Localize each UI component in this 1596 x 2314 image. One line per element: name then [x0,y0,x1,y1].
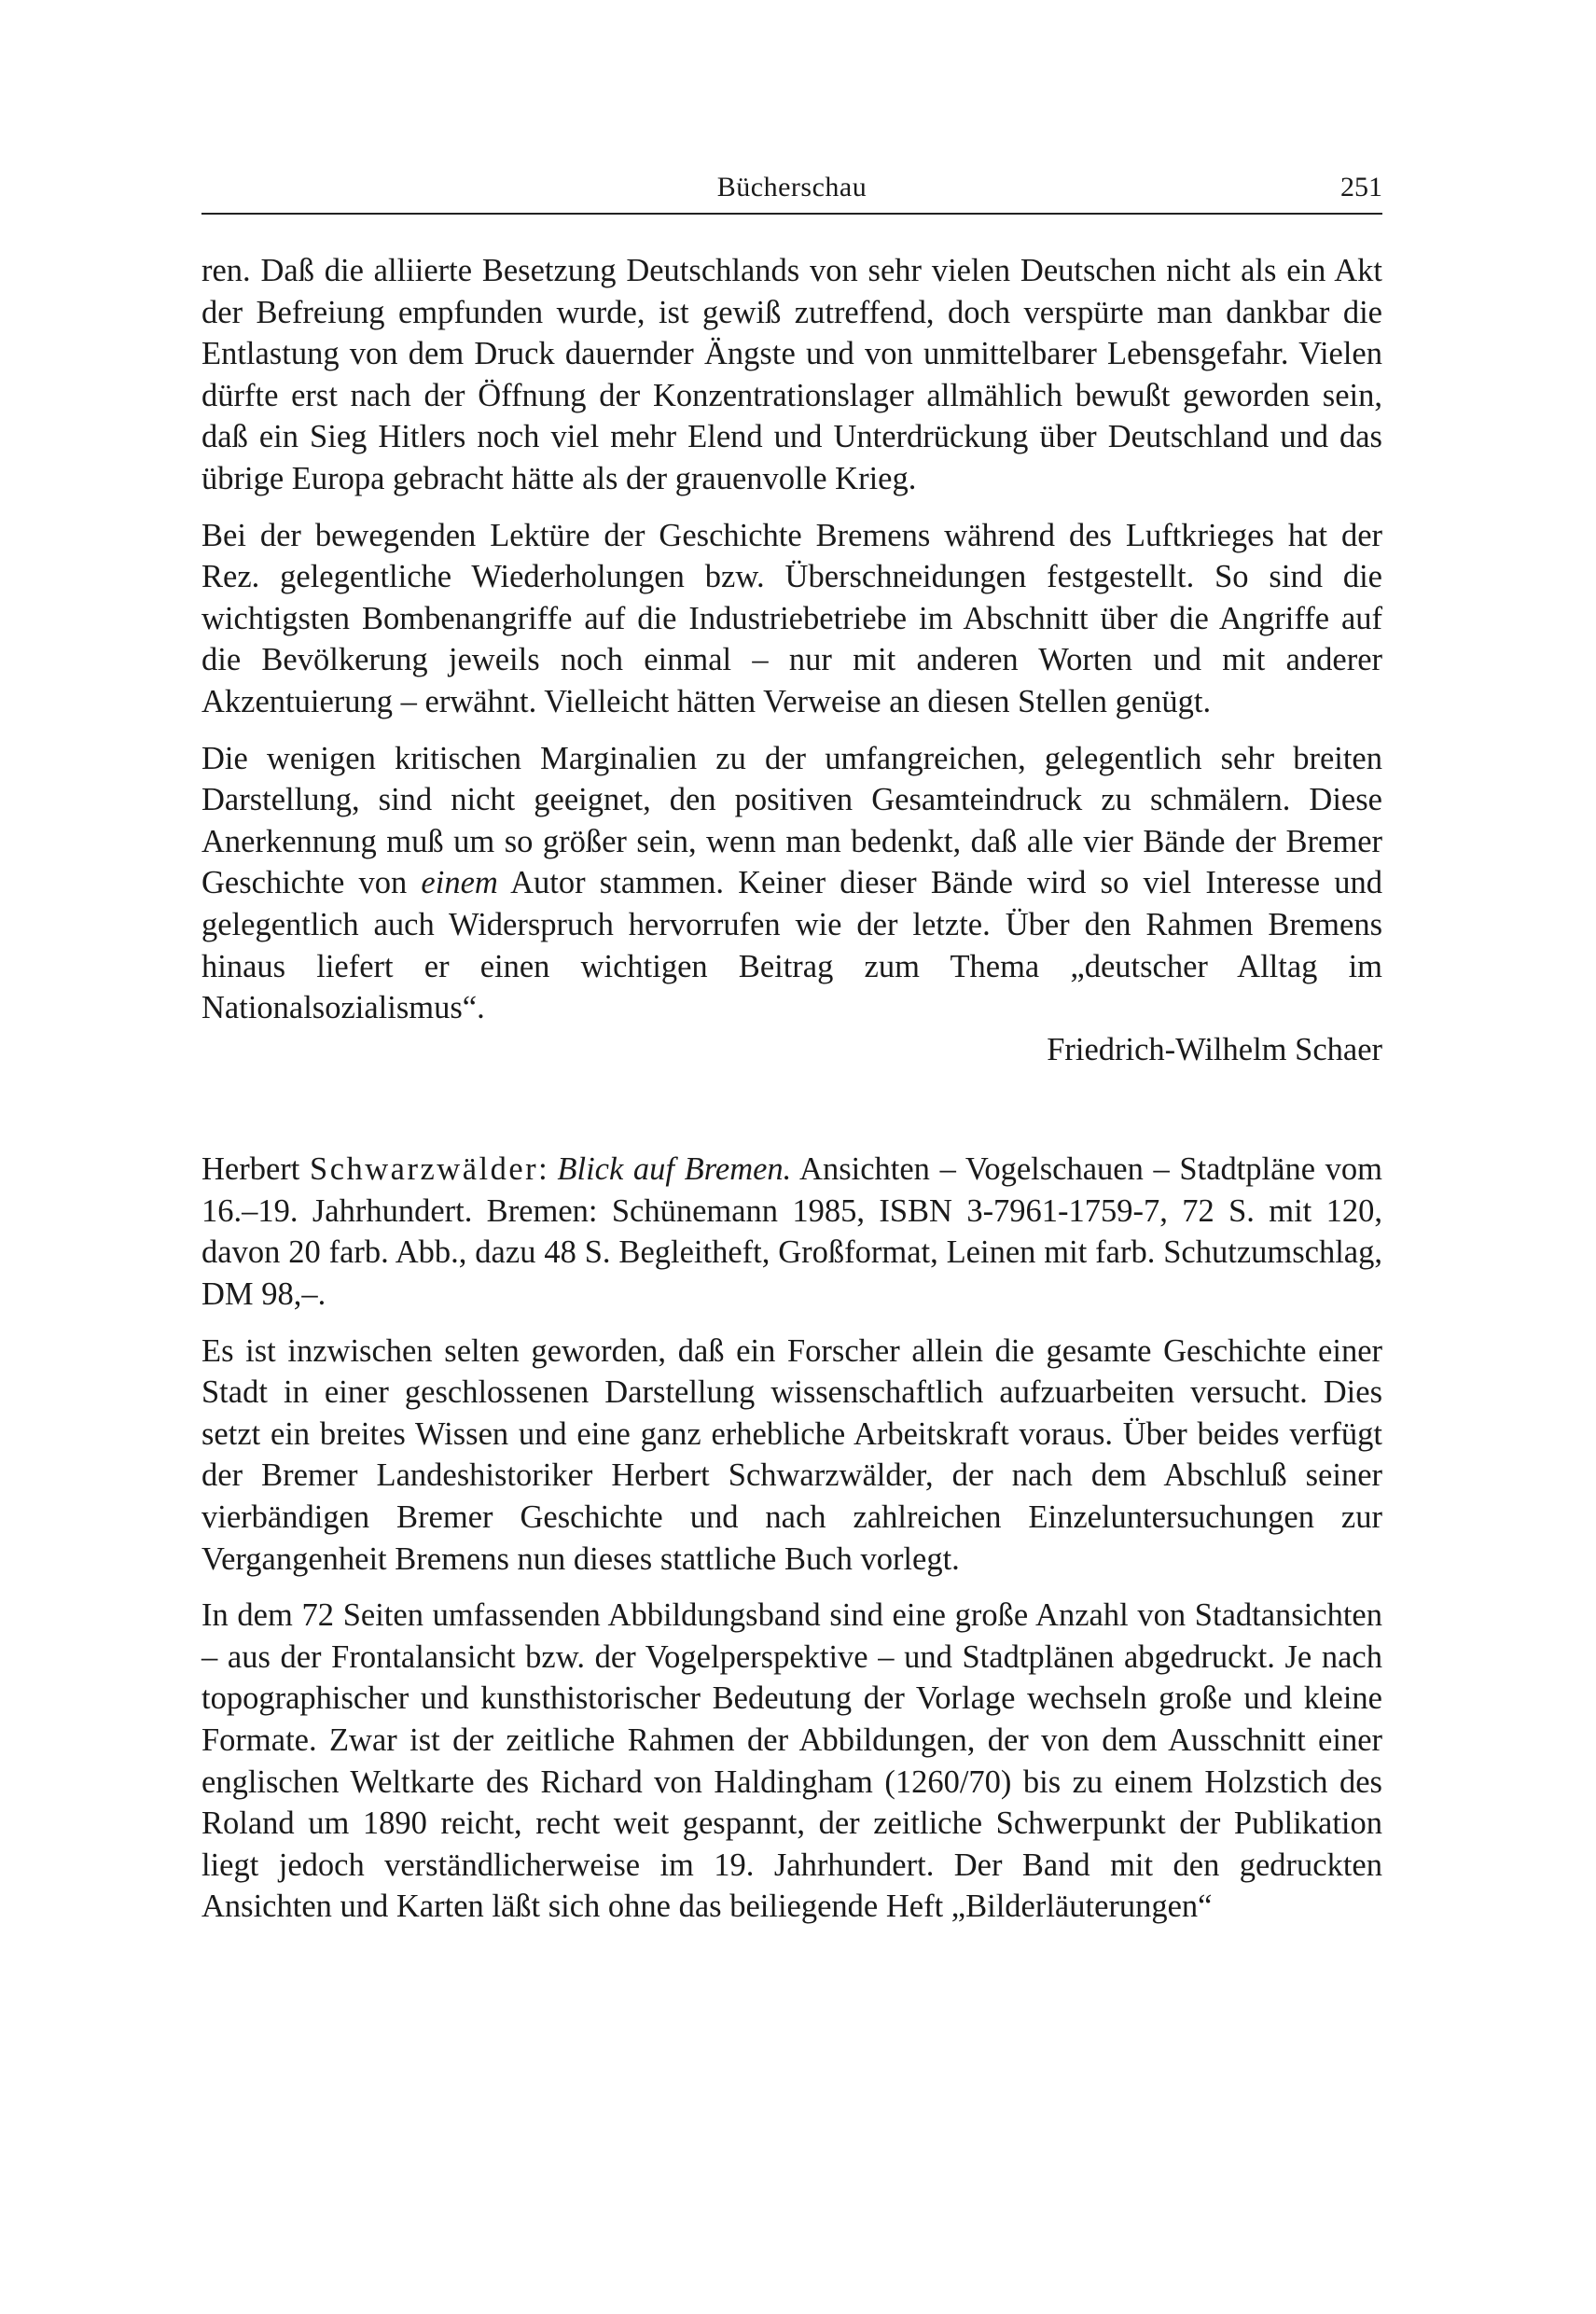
review1-paragraph-2: Bei der bewegenden Lektüre der Geschichte Bremens während des Luftkrieges hat der Rez. gelegentliche Wiederholungen bzw. Überschneidungen festgestellt. So sind die wichtigsten Bombenangriffe auf die Industriebetriebe im Abschnitt über die Angriffe auf die Bevölkerung jeweils noch einmal – nur mit anderen Worten und mit anderer Akzentuierung – erwähnt. Vielleicht hätten Verweise an diesen Stellen genügt. [201,517,1382,719]
running-head: Bücherschau [716,172,867,202]
page-body [201,250,1382,1928]
review2-author-last: Schwarzwälder [310,1151,539,1188]
review1-paragraph-3 [201,738,1382,1029]
review2-book-title: Blick auf Bremen. [557,1151,792,1188]
review2-paragraph-1: Es ist inzwischen selten geworden, daß ein Forscher allein die gesamte Geschichte einer Stadt in einer geschlossenen Darstellung wissenschaftlich aufzuarbeiten versucht. Dies setzt ein breites Wissen und eine ganz erhebliche Arbeitskraft voraus. Über beides verfügt der Bremer Landeshistoriker Herbert Schwarzwälder, der nach dem Abschluß seiner vierbändigen Bremer Geschichte und nach zahlreichen Einzeluntersuchungen zur Vergangenheit Bremens nun dieses stattliche Buch vorlegt. [201,1332,1382,1577]
review2-book-details: Ansichten – Vogelschauen – Stadtpläne vom 16.–19. Jahrhundert. Bremen: Schünemann 1985, ISBN 3-7961-1759-7, 72 S. mit 120, davon 20 farb. Abb., dazu 48 S. Begleitheft, Großformat, Leinen mit farb. Schutzumschlag, DM 98,–. [201,1151,1382,1313]
review1-paragraph-1: ren. Daß die alliierte Besetzung Deutschlands von sehr vielen Deutschen nicht als ein Akt der Befreiung empfunden wurde, ist gewiß zutreffend, doch verspürte man dankbar die Entlastung von dem Druck dauernder Ängste und von unmittelbarer Lebensgefahr. Vielen dürfte erst nach der Öffnung der Konzentrationslager allmählich bewußt geworden sein, daß ein Sieg Hitlers noch viel mehr Elend und Unterdrückung über Deutschland und das übrige Europa gebracht hätte als der grauenvolle Krieg. [201,253,1382,496]
page-number: 251 [1340,172,1382,202]
review2-author-first: Herbert [201,1151,311,1188]
page-header [201,172,1382,215]
review1-signature: Friedrich-Wilhelm Schaer [1047,1031,1382,1067]
review2-paragraph-2: In dem 72 Seiten umfassenden Abbildungsband sind eine große Anzahl von Stadtansichten – aus der Frontalansicht bzw. der Vogelperspektive – und Stadtplänen abgedruckt. Je nach topographischer und kunsthistorischer Bedeutung der Vorlage wechseln große und kleine Formate. Zwar ist der zeitliche Rahmen der Abbildungen, der von dem Ausschnitt einer englischen Weltkarte des Richard von Haldingham (1260/70) bis zu einem Holzstich des Roland um 1890 reicht, recht weit gespannt, der zeitliche Schwerpunkt der Publikation liegt jedoch verständlicherweise im 19. Jahrhundert. Der Band mit den gedruckten Ansichten und Karten läßt sich ohne das beiliegende Heft „Bilderläuterungen“ [201,1597,1382,1925]
review1-paragraph-3-start: Die wenigen kritischen Marginalien zu der umfangreichen, gelegentlich sehr breiten Darstellung, sind nicht geeignet, den positiven Gesamteindruck zu schmälern. Diese Anerkennung muß um so größer sein, wenn man bedenkt, daß alle vier Bände der Bremer Geschichte von [201,740,1382,901]
review1-emphasis: einem [421,865,498,901]
review2-colon: : [538,1151,558,1188]
review2-bibliographic-entry [201,1149,1382,1315]
review1-paragraph-3-end: Autor stammen. Keiner dieser Bände wird so viel Interesse und gelegentlich auch Widerspruch hervorrufen wie der letzte. Über den Rahmen Bremens hinaus liefert er einen wichtigen Beitrag zum Thema „deutscher Alltag im Nationalsozialismus“. [201,865,1382,1026]
